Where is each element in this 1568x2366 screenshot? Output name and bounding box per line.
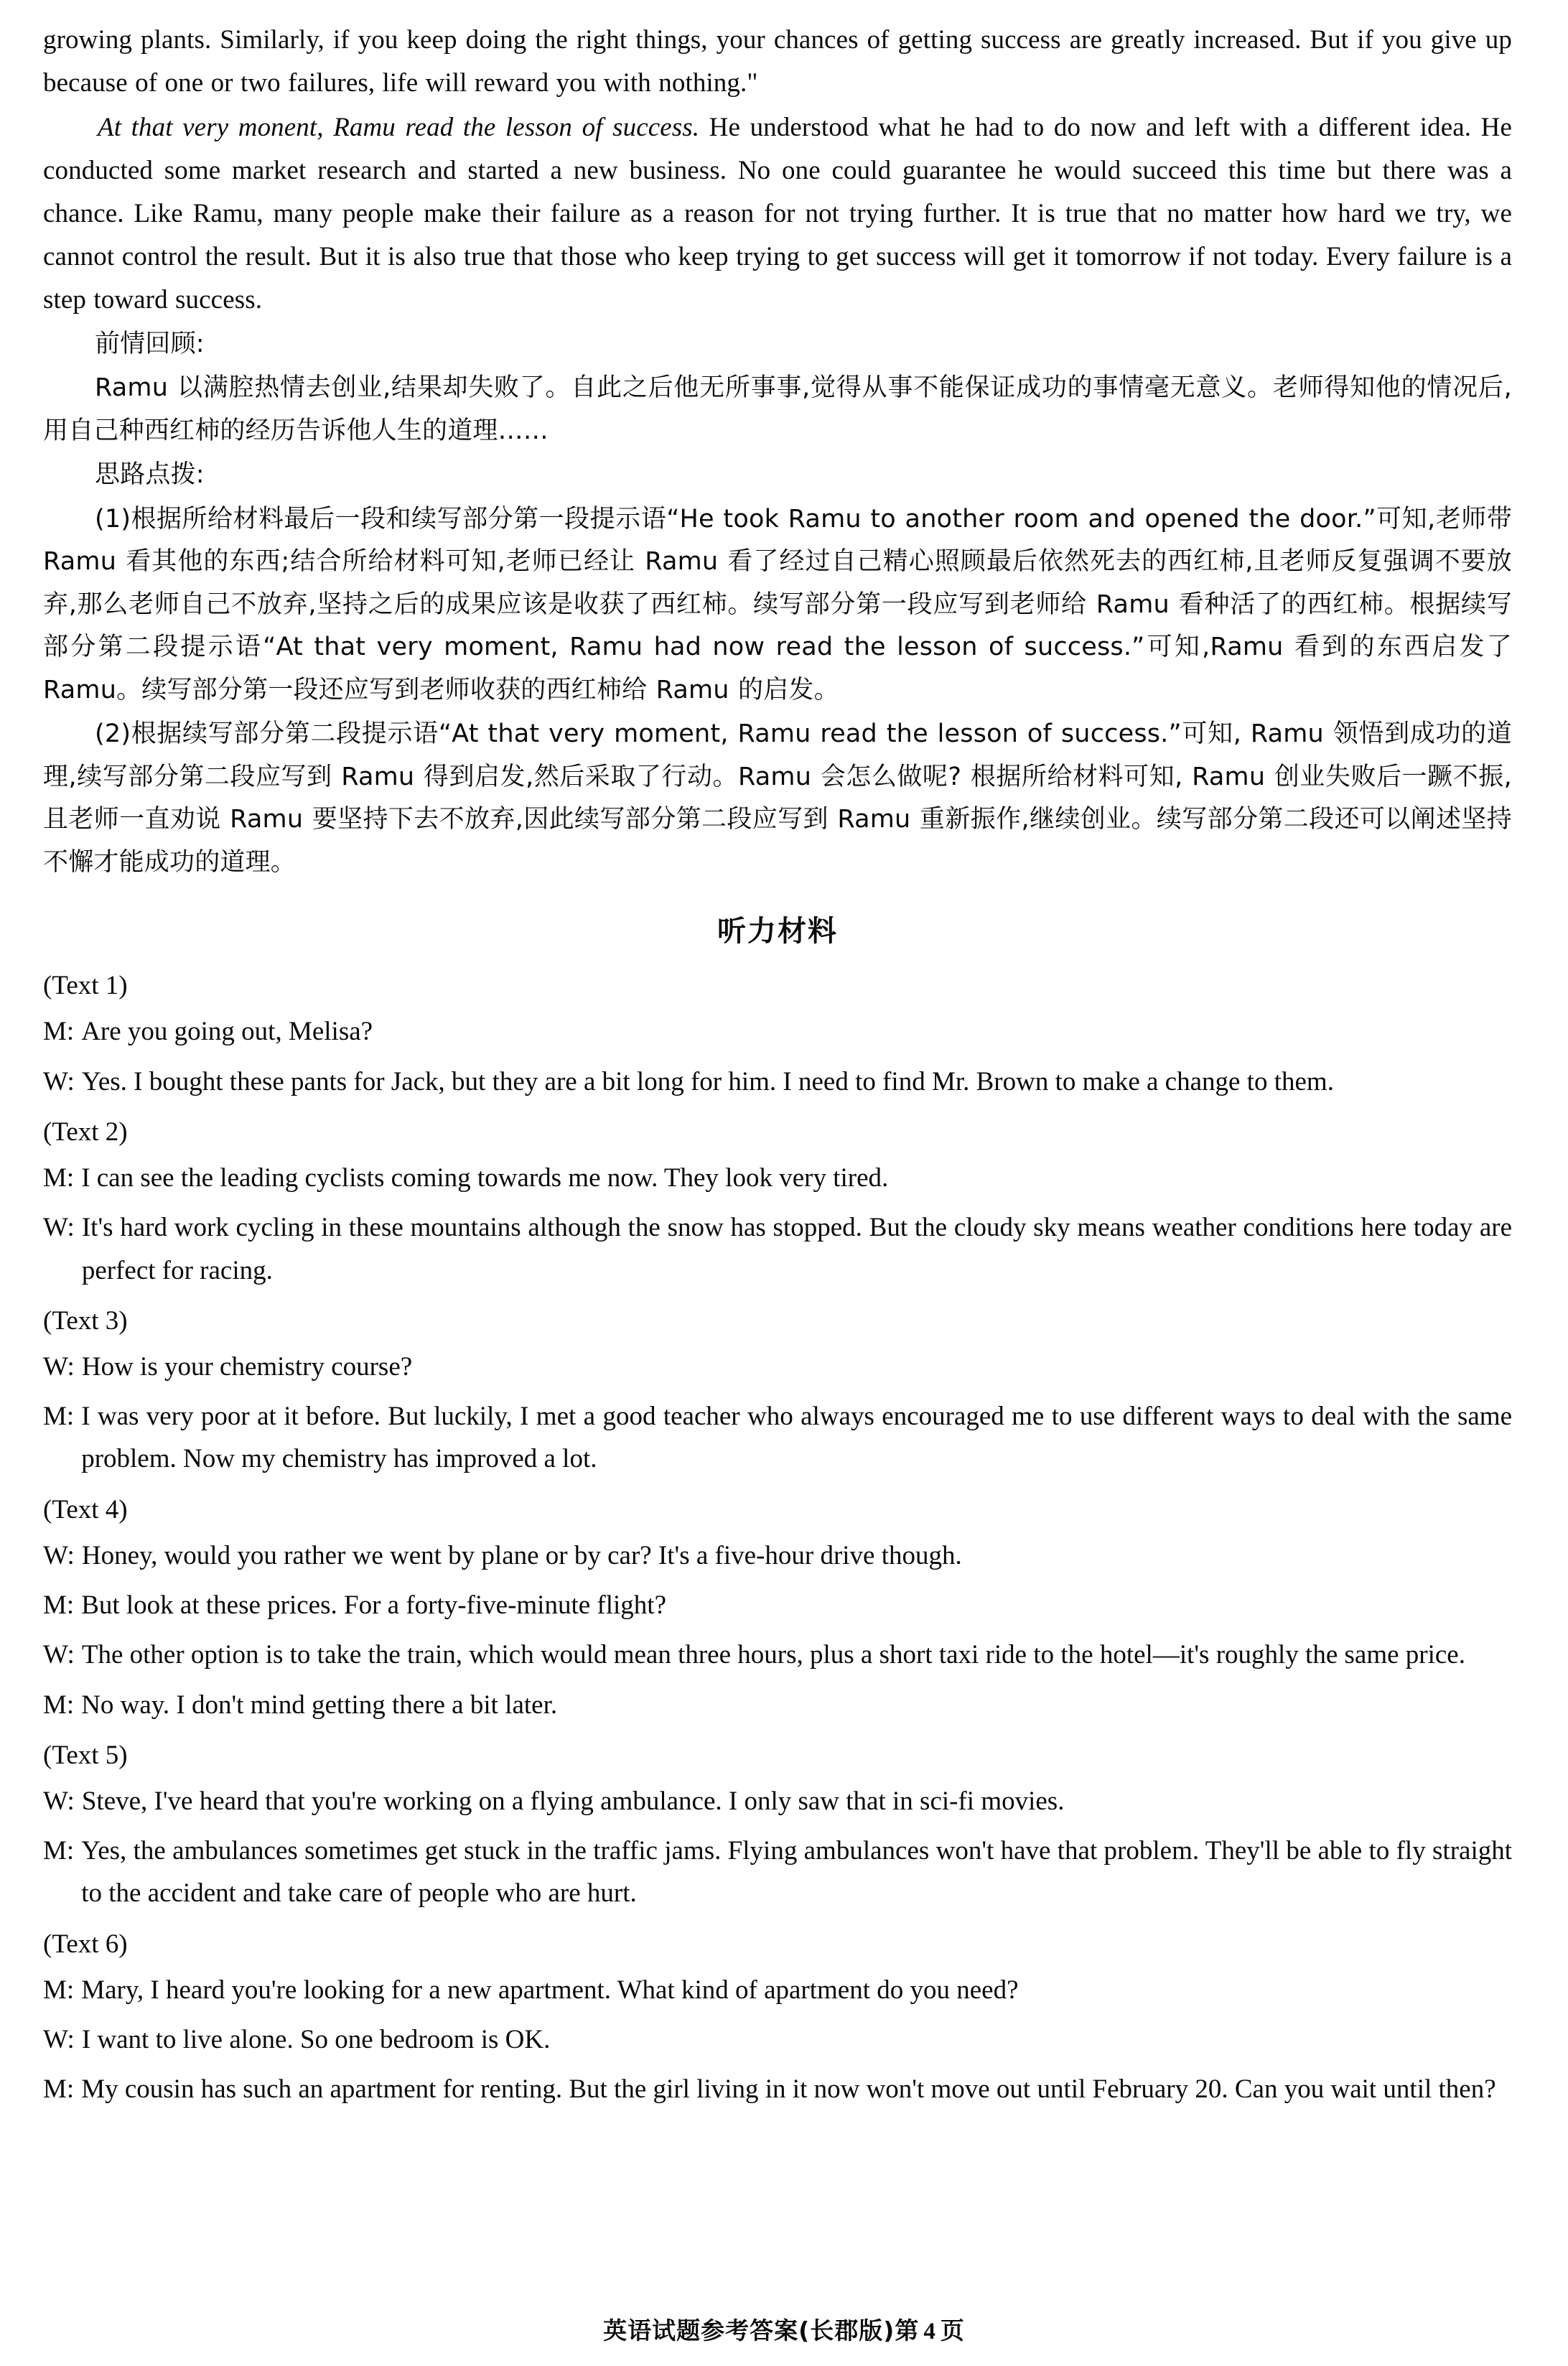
speaker-label: W:	[43, 1540, 75, 1570]
utterance-text: Are you going out, Melisa?	[81, 1017, 373, 1047]
text-marker: (Text 6)	[43, 1929, 128, 1959]
transcript-line	[43, 1206, 1512, 1291]
speaker-label: W:	[43, 1352, 75, 1382]
utterance-text: I want to live alone. So one bedroom is OK.	[81, 2025, 551, 2055]
continued-passage-block	[43, 19, 1512, 322]
speaker-label: W:	[43, 2025, 75, 2055]
passage-italic-lead: At that very monent, Ramu read the lesson of success.	[98, 112, 700, 142]
utterance-text: No way. I don't mind getting there a bit later.	[81, 1690, 558, 1720]
speaker-label: M:	[43, 1402, 75, 1432]
recap-body: Ramu 以满腔热情去创业,结果却失败了。自此之后他无所事事,觉得从事不能保证成功的事情毫无意义。老师得知他的情况后,用自己种西红柿的经历告诉他人生的道理……	[43, 373, 1512, 445]
transcript-line	[43, 1157, 1512, 1199]
utterance-text: It's hard work cycling in these mountains although the snow has stopped. But the cloudy sky means weather conditions here today are perfect for racing.	[81, 1213, 1512, 1285]
speaker-label: M:	[43, 1163, 75, 1193]
text-marker: (Text 3)	[43, 1305, 128, 1336]
passage-paragraph-top: growing plants. Similarly, if you keep doing the right things, your chances of getting success are greatly increased. But if you give up because of one or two failures, life will reward you with nothing."	[43, 25, 1512, 98]
utterance-text: Yes, the ambulances sometimes get stuck in the traffic jams. Flying ambulances won't have that problem. They'll be able to fly straight to the accident and take care of people who are hurt.	[81, 1836, 1512, 1909]
listening-text-group	[43, 1924, 1512, 2111]
transcript-line	[43, 2018, 1512, 2061]
tip-item-2: (2)根据续写部分第二段提示语“At that very moment, Ramu read the lesson of success.”可知, Ramu 领悟到成功的道理,续写部分第二段应写到 Ramu 得到启发,然后采取了行动。Ramu 会怎么做呢? 根据所给材料可知, Ramu 创业失败后一蹶不振,且老师一直劝说 Ramu 要坚持下去不放弃,因此续写部分第二段应写到 Ramu 重新振作,继续创业。续写部分第二段还可以阐述坚持不懈才能成功的道理。	[43, 719, 1512, 877]
page-footer	[0, 2312, 1568, 2346]
utterance-text: Steve, I've heard that you're working on a flying ambulance. I only saw that in sci-fi movies.	[81, 1787, 1065, 1817]
transcript-line	[43, 2068, 1512, 2110]
speaker-label: W:	[43, 1066, 75, 1096]
utterance-text: But look at these prices. For a forty-five-minute flight?	[81, 1590, 667, 1621]
speaker-label: M:	[43, 1017, 75, 1047]
speaker-label: M:	[43, 1836, 75, 1866]
listening-text-group	[43, 1112, 1512, 1292]
speaker-label: M:	[43, 2074, 75, 2105]
listening-text-group	[43, 1735, 1512, 1915]
transcript-line	[43, 1830, 1512, 1914]
tip-item-1: (1)根据所给材料最后一段和续写部分第一段提示语“He took Ramu to another room and opened the door.”可知,老师带 Ramu 看其他的东西;结合所给材料可知,老师已经让 Ramu 看了经过自己精心照顾最后依然死去的西红柿,且老师反复强调不要放弃,那么老师自己不放弃,坚持之后的成果应该是收获了西红柿。续写部分第一段应写到老师给 Ramu 看种活了的西红柿。根据续写部分第二段提示语“At that very moment, Ramu had now read the lesson of success.”可知,Ramu 看到的东西启发了 Ramu。续写部分第一段还应写到老师收获的西红柿给 Ramu 的启发。	[43, 504, 1512, 704]
transcript-line	[43, 1684, 1512, 1726]
transcript-line	[43, 1969, 1512, 2011]
speaker-label: W:	[43, 1213, 75, 1243]
transcript-line	[43, 1346, 1512, 1388]
text-marker: (Text 1)	[43, 971, 128, 1001]
utterance-text: Mary, I heard you're looking for a new apartment. What kind of apartment do you need?	[81, 1975, 1019, 2005]
listening-text-group	[43, 1489, 1512, 1726]
text-marker: (Text 2)	[43, 1117, 128, 1147]
transcript-line	[43, 1395, 1512, 1480]
text-marker: (Text 5)	[43, 1740, 128, 1770]
listening-text-group	[43, 1300, 1512, 1481]
utterance-text: The other option is to take the train, which would mean three hours, plus a short taxi ride to the hotel—it's roughly the same price.	[81, 1640, 1465, 1670]
listening-text-group	[43, 965, 1512, 1103]
utterance-text: My cousin has such an apartment for renting. But the girl living in it now won't move out until February 20. Can you wait until then?	[81, 2074, 1496, 2105]
speaker-label: W:	[43, 1640, 75, 1670]
transcript-line	[43, 1634, 1512, 1676]
transcript-line	[43, 1780, 1512, 1822]
utterance-text: I can see the leading cyclists coming towards me now. They look very tired.	[81, 1163, 889, 1193]
passage-paragraph-second	[43, 106, 1512, 322]
analysis-block	[43, 323, 1512, 885]
footer-page-number: 4	[923, 2319, 936, 2344]
footer-title: 英语试题参考答案(长郡版)第	[603, 2316, 920, 2344]
recap-heading: 前情回顾:	[95, 329, 205, 358]
text-marker: (Text 4)	[43, 1494, 128, 1524]
tips-heading: 思路点拨:	[95, 460, 205, 490]
transcript-line	[43, 1534, 1512, 1577]
footer-page-unit: 页	[940, 2316, 965, 2344]
transcript-line	[43, 1010, 1512, 1053]
speaker-label: M:	[43, 1690, 75, 1720]
utterance-text: How is your chemistry course?	[81, 1352, 413, 1382]
listening-material-heading: 听力材料	[717, 915, 838, 949]
utterance-text: Honey, would you rather we went by plane or by car? It's a five-hour drive though.	[81, 1540, 962, 1570]
transcript-line	[43, 1584, 1512, 1626]
speaker-label: M:	[43, 1590, 75, 1621]
transcript-line	[43, 1061, 1512, 1103]
utterance-text: I was very poor at it before. But luckily, I met a good teacher who always encouraged me to use different ways to deal with the same problem. Now my chemistry has improved a lot.	[81, 1402, 1512, 1474]
listening-transcript-list	[43, 965, 1512, 2110]
speaker-label: M:	[43, 1975, 75, 2005]
speaker-label: W:	[43, 1787, 75, 1817]
utterance-text: Yes. I bought these pants for Jack, but they are a bit long for him. I need to find Mr. Brown to make a change to them.	[81, 1066, 1334, 1096]
passage-second-rest: He understood what he had to do now and left with a different idea. He conducted some market research and started a new business. No one could guarantee he would succeed this time but there was a chance. Like Ramu, many people make their failure as a reason for not trying further. It is true that no matter how hard we try, we cannot control the result. But it is also true that those who keep trying to get success will get it tomorrow if not today. Every failure is a step toward success.	[43, 112, 1512, 315]
